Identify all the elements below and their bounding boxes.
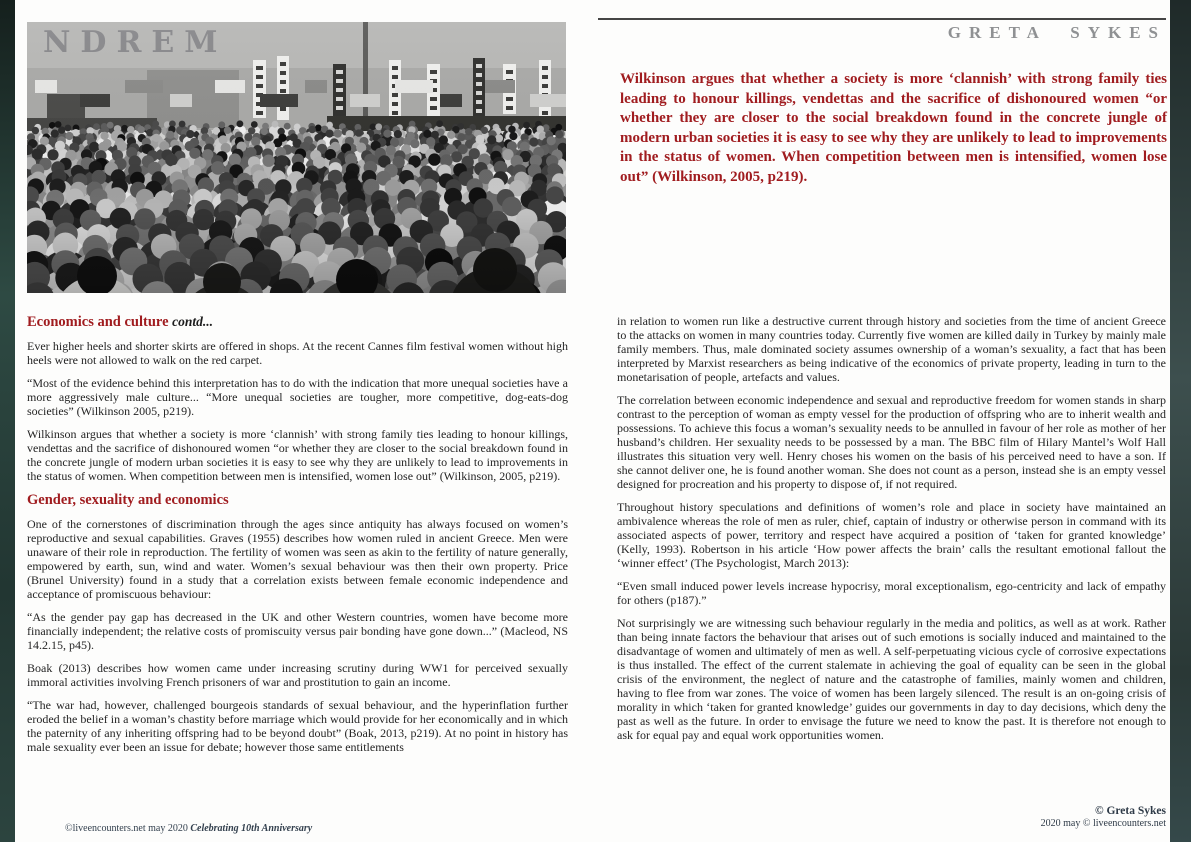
heading-text: Economics and culture [27, 314, 169, 330]
paragraph: “As the gender pay gap has decreased in the UK and other Western countries, women have become more financially independent; the relative costs of promiscuity versus pair bonding have gone down...” (Macleod, NS 14.2.15, p45). [27, 610, 568, 652]
photo-vignette [27, 22, 566, 293]
paragraph: One of the cornerstones of discrimination through the ages since antiquity has always focused on women’s reproductive and sexual capabilities. Graves (1955) describes how women ruled in ancient Greece. Men were unaware of their role in reproduction. The fertility of women was seen as akin to the fertility of nature generally, empowered by earth, sun, wind and water. Women’s sexual behaviour was then their own property. Price (Brunel University) found in a study that a correlation exists between female economic independence and acceptance of promiscuous behaviour: [27, 517, 568, 601]
paragraph: Boak (2013) describes how women came under increasing scrutiny during WW1 for perceived sexually immoral activities involving French prisoners of war and prostitution to gain an income. [27, 661, 568, 689]
author-header: GRETA SYKES [947, 23, 1166, 42]
background-right-strip [1170, 0, 1191, 842]
footer-author-credit: © Greta Sykes [1095, 805, 1166, 817]
heading-contd: contd... [172, 314, 214, 329]
footer-copyright-right [617, 805, 1166, 830]
paragraph: “Most of the evidence behind this interpretation has to do with the indication that more unequal societies have a more aggressively male culture... “More unequal societies are tougher, more competitive, dog-eats-dog societies” (Wilkinson 2005, p219). [27, 376, 568, 418]
footer-anniversary: Celebrating 10th Anniversary [190, 823, 313, 834]
right-column [617, 314, 1166, 751]
paragraph: “Even small induced power levels increase hypocrisy, moral exceptionalism, ego-centricity and lack of empathy for others (p187).” [617, 579, 1166, 607]
section-heading-gender: Gender, sexuality and economics [27, 492, 229, 508]
footer-site-credit: ©liveencounters.net may 2020 [65, 823, 188, 834]
footer-site-credit-right: 2020 may © liveencounters.net [1040, 818, 1166, 829]
paragraph: The correlation between economic independence and sexual and reproductive freedom for women stands in sharp contrast to the perception of woman as empty vessel for the production of offspring who are to inherit wealth and possessions. To achieve this focus a woman’s sexuality needs to be annulled in favour of her role as mother of her husband’s children. Her sexuality needs to be possessed by a man. The BBC film of Hilary Mantel’s Wolf Hall illustrates this situation very well. Henry choses his women on the basis of his perceived need to have a son. If she cannot deliver one, he is found another woman. She does not count as a person, instead she is an empty vessel designed for procreation and his property to dispose of, if not required. [617, 393, 1166, 491]
paragraph: Not surprisingly we are witnessing such behaviour regularly in the media and politics, as well as at work. Rather than being innate factors the behaviour that arises out of such emotions is socially induced and maintained to the disadvantage of women and ultimately of men as well. A self-perpetuating vicious cycle of corrosive expectations is thus installed. The effect of the current stalemate in achieving the goal of equality can be seen in the global crisis of the environment, the neglect of nature and the catastrophe of families, mainly women and children, having to flee from war zones. The voice of women has been largely silenced. The result is an on-going crisis of morality in which ‘taken for granted knowledge’ guides our governments in day to day decisions, which deny the past as well as the future. In order to envisage the future we need to know the past. It is therefore not enough to ask for equal pay and equal work opportunities women. [617, 616, 1166, 742]
left-column [27, 314, 568, 763]
section-heading-economics [27, 314, 568, 330]
paragraph: in relation to women run like a destructive current through history and societies from the time of ancient Greece to the attacks on women in many countries today. Currently five women are killed daily in Turkey by mainly male family members. Thus, male dominated society assumes ownership of a woman’s sexuality, a fact that has been interpreted by Marxist researchers as being indicative of the economics of private property, leading in turn to the monetarisation of people, artefacts and values. [617, 314, 1166, 384]
magazine-page [15, 0, 1170, 842]
paragraph: Throughout history speculations and definitions of women’s role and place in society have maintained an ambivalence whereas the role of men as ruler, chief, captain of industry or otherwise person in command with its associated aspects of power, territory and respect have acquired a position of ‘taken for granted knowledge’ (Kelly, 1993). Robertson in his article ‘How power affects the brain’ calls the resultant emotional fallout the ‘winner effect’ (The Psychologist, March 2013): [617, 500, 1166, 570]
street-crowd-photo-art [27, 22, 566, 293]
pull-quote: Wilkinson argues that whether a society is more ‘clannish’ with strong family ties leading to honour killings, vendettas and the sacrifice of dishonoured women “or whether they are closer to the social breakdown found in the concrete jungle of modern urban societies it is easy to see why they are unlikely to lead to improvements in the status of women. When competition between men is intensified, women lose out” (Wilkinson, 2005, p219). [620, 71, 1167, 185]
street-crowd-photo [27, 22, 566, 293]
background-left-strip [0, 0, 15, 842]
paragraph: Ever higher heels and shorter skirts are offered in shops. At the recent Cannes film festival women without high heels were not allowed to walk on the red carpet. [27, 339, 568, 367]
header-rule [598, 18, 1166, 20]
footer-copyright-left [65, 823, 312, 834]
paragraph: Wilkinson argues that whether a society is more ‘clannish’ with strong family ties leading to honour killings, vendettas and the sacrifice of dishonoured women “or whether they are closer to the social breakdown found in the concrete jungle of modern urban societies it is easy to see why they are unlikely to lead to improvements in the status of women. When competition between men is intensified, women lose out” (Wilkinson, 2005, p219). [27, 427, 568, 483]
paragraph: “The war had, however, challenged bourgeois standards of sexual behaviour, and the hyperinflation further eroded the belief in a woman’s chastity before marriage which would provide for her economically and in which the paternity of any inheriting offspring had to be beyond doubt” (Boak, 2013, p219). At no point in history has male sexuality ever been an issue for debate; however those same entitlements [27, 698, 568, 754]
